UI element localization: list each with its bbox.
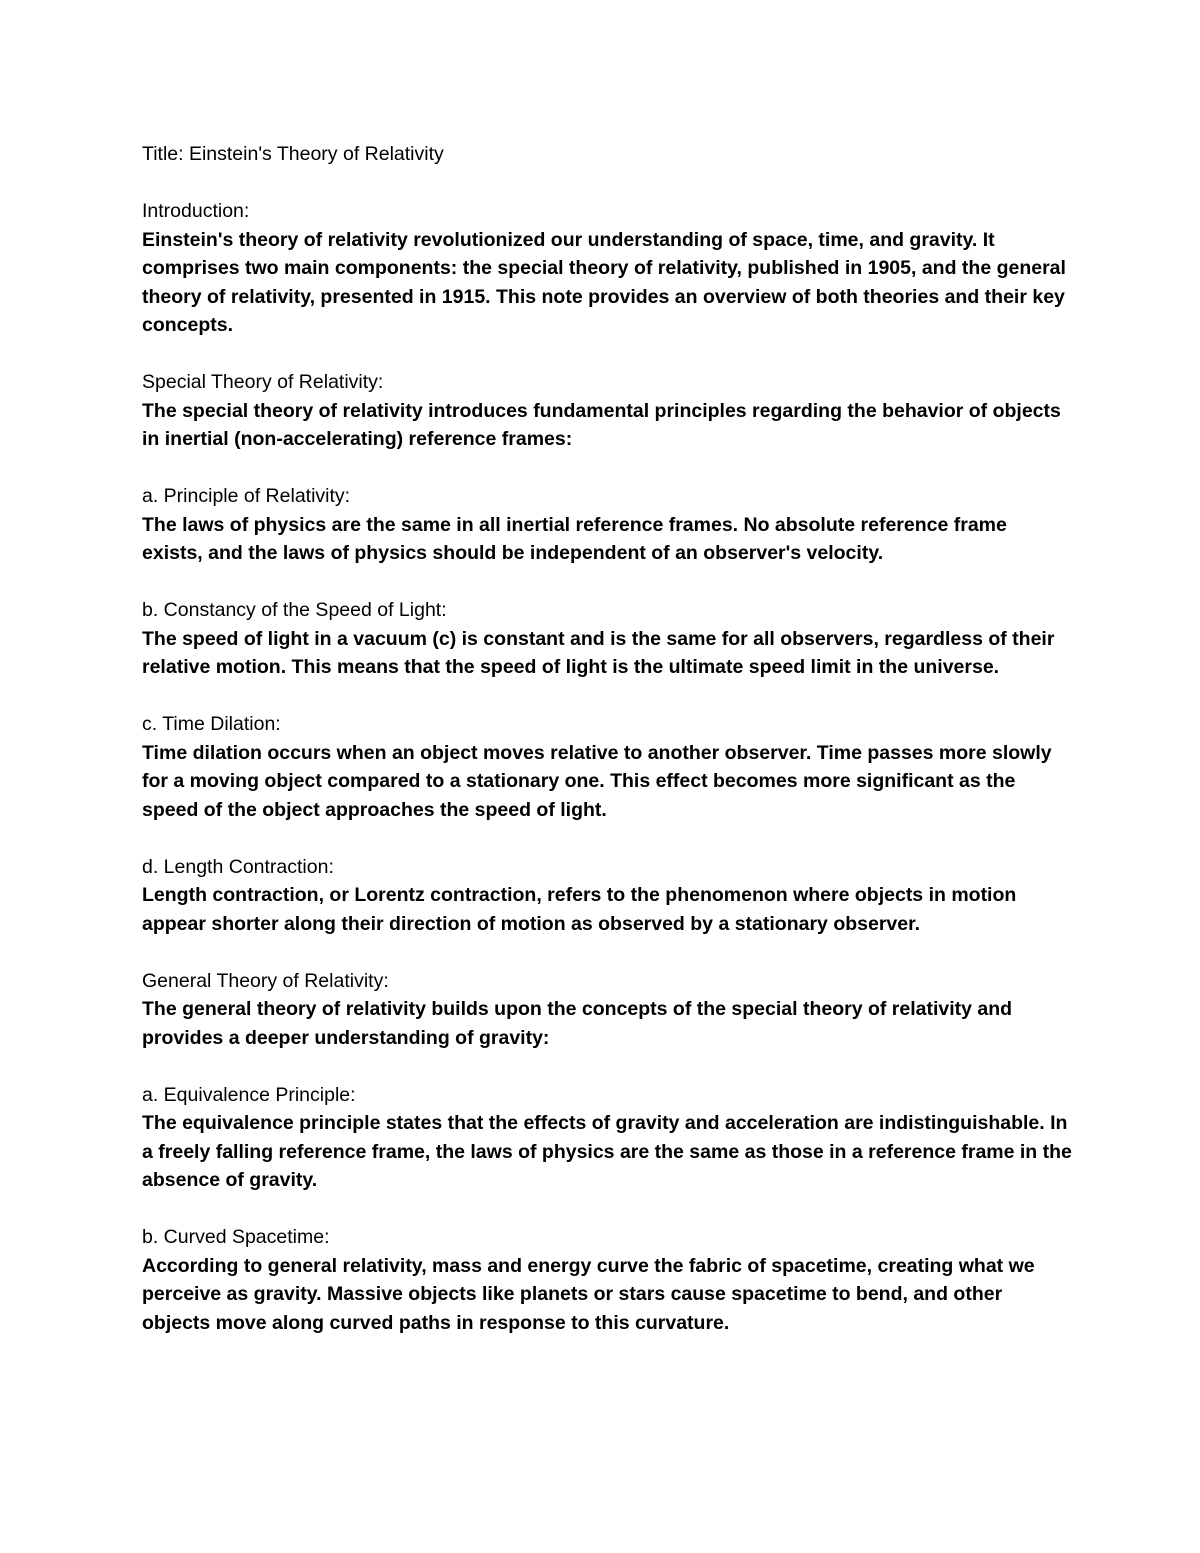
section-body: The speed of light in a vacuum (c) is constant and is the same for all observers, regardless of their relative motion. This means that the speed of light is the ultimate speed limit in the universe.: [142, 627, 1055, 678]
section-equivalence-principle: [142, 1081, 1072, 1195]
section-general-theory: [142, 967, 1072, 1053]
section-body: Time dilation occurs when an object moves relative to another observer. Time passes more slowly for a moving object compared to a stationary one. This effect becomes more significant as the speed of the object approaches the speed of light.: [142, 741, 1052, 821]
section-heading: Special Theory of Relativity:: [142, 371, 384, 393]
section-heading: General Theory of Relativity:: [142, 969, 389, 992]
section-body: The laws of physics are the same in all inertial reference frames. No absolute reference frame exists, and the laws of physics should be independent of an observer's velocity.: [142, 513, 1007, 564]
section-speed-of-light: [142, 596, 1072, 682]
document-page: [142, 140, 1072, 1366]
section-curved-spacetime: [142, 1223, 1072, 1337]
section-body: Einstein's theory of relativity revolutionized our understanding of space, time, and gravity. It comprises two main components: the special theory of relativity, published in 1905, and the general theory of relativity, presented in 1915. This note provides an overview of both theories and their key concepts.: [142, 228, 1066, 336]
section-heading: b. Curved Spacetime:: [142, 1226, 330, 1248]
document-title: Title: Einstein's Theory of Relativity: [142, 143, 444, 165]
section-body: Length contraction, or Lorentz contraction, refers to the phenomenon where objects in motion appear shorter along their direction of motion as observed by a stationary observer.: [142, 884, 1017, 935]
section-heading: a. Equivalence Principle:: [142, 1083, 356, 1106]
section-heading: d. Length Contraction:: [142, 855, 334, 878]
section-length-contraction: [142, 853, 1072, 939]
section-heading: Introduction:: [142, 200, 250, 222]
section-body: The equivalence principle states that the effects of gravity and acceleration are indistinguishable. In a freely falling reference frame, the laws of physics are the same as those in a reference frame in the absence of gravity.: [142, 1112, 1072, 1191]
section-heading: a. Principle of Relativity:: [142, 485, 351, 507]
section-heading: c. Time Dilation:: [142, 713, 281, 735]
section-body: According to general relativity, mass and energy curve the fabric of spacetime, creating what we perceive as gravity. Massive objects like planets or stars cause spacetime to bend, and other objects move along curved paths in response to this curvature.: [142, 1254, 1035, 1334]
section-time-dilation: [142, 710, 1072, 824]
section-special-theory: [142, 368, 1072, 454]
section-body: The special theory of relativity introduces fundamental principles regarding the behavior of objects in inertial (non-accelerating) reference frames:: [142, 399, 1061, 450]
section-introduction: [142, 197, 1072, 340]
section-principle-of-relativity: [142, 482, 1072, 568]
section-heading: b. Constancy of the Speed of Light:: [142, 599, 447, 621]
section-body: The general theory of relativity builds upon the concepts of the special theory of relativity and provides a deeper understanding of gravity:: [142, 998, 1013, 1049]
